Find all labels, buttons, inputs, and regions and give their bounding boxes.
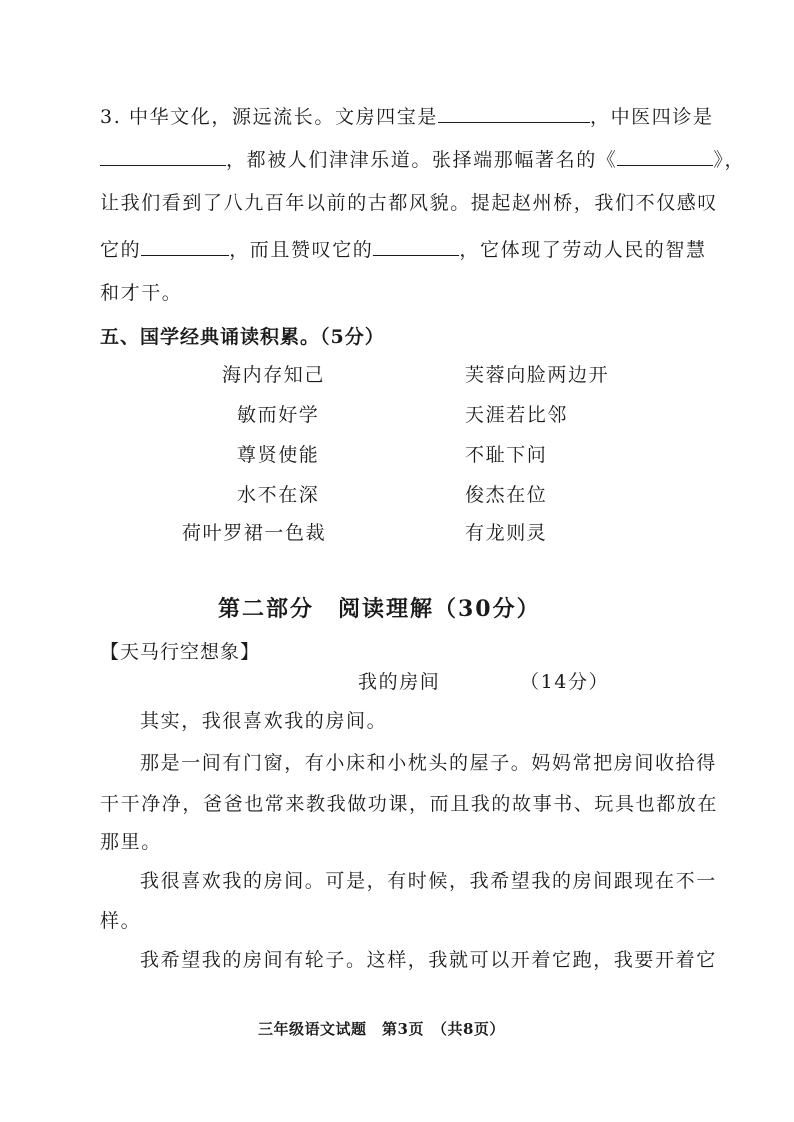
right-phrase[interactable]: 俊杰在位 — [465, 484, 548, 506]
passage-title: 我的房间 — [358, 671, 441, 693]
left-phrase[interactable]: 尊贤使能 — [237, 444, 320, 466]
passage-line: 样。 — [100, 910, 142, 932]
answer-blank[interactable] — [141, 239, 229, 256]
answer-blank[interactable] — [438, 106, 590, 123]
passage-paragraph: 其实，我很喜欢我的房间。 — [140, 710, 388, 732]
section-5-title: 五、国学经典诵读积累。（5分） — [100, 326, 385, 348]
passage-score: （14分） — [520, 671, 610, 693]
q3-text: ，中医四诊是 — [589, 106, 714, 128]
right-phrase[interactable]: 有龙则灵 — [465, 522, 548, 544]
left-phrase[interactable]: 海内存知己 — [222, 364, 326, 386]
passage-tag: 【天马行空想象】 — [100, 641, 261, 663]
q3-text: 3. 中华文化，源远流长。文房四宝是 — [100, 106, 438, 128]
passage-line: 那是一间有门窗，有小床和小枕头的屋子。妈妈常把房间收拾得 — [140, 752, 717, 774]
passage-line: 我希望我的房间有轮子。这样，我就可以开着它跑，我要开着它 — [140, 949, 717, 971]
passage-line: 那里。 — [100, 831, 162, 853]
q3-text: ，它体现了劳动人民的智慧 — [459, 239, 707, 261]
answer-blank[interactable] — [373, 239, 459, 256]
page-footer: 三年级语文试题 第3页 （共8页） — [258, 1020, 505, 1038]
answer-blank[interactable] — [100, 149, 226, 166]
q3-line-3: 让我们看到了八九百年以前的古都风貌。提起赵州桥，我们不仅感叹 — [100, 192, 719, 214]
passage-line: 我很喜欢我的房间。可是，有时候，我希望我的房间跟现在不一 — [140, 870, 717, 892]
q3-text: ，而且赞叹它的 — [229, 239, 374, 261]
answer-blank[interactable] — [617, 149, 713, 166]
left-phrase[interactable]: 水不在深 — [237, 484, 320, 506]
left-phrase[interactable]: 敏而好学 — [237, 404, 320, 426]
q3-text: ，都被人们津津乐道。张择端那幅著名的《 — [226, 149, 618, 171]
right-phrase[interactable]: 芙蓉向脸两边开 — [465, 364, 610, 386]
q3-text: 它的 — [100, 239, 142, 261]
part-2-title: 第二部分 阅读理解（30分） — [218, 596, 541, 622]
left-phrase[interactable]: 荷叶罗裙一色裁 — [182, 522, 327, 544]
q3-line-5: 和才干。 — [100, 282, 183, 304]
passage-line: 干干净净，爸爸也常来教我做功课，而且我的故事书、玩具也都放在 — [100, 793, 719, 815]
q3-line-2 — [100, 149, 745, 170]
right-phrase[interactable]: 不耻下问 — [465, 444, 548, 466]
q3-line-1 — [100, 106, 714, 127]
q3-line-4 — [100, 239, 707, 260]
q3-text: 》， — [713, 149, 746, 171]
right-phrase[interactable]: 天涯若比邻 — [465, 404, 569, 426]
